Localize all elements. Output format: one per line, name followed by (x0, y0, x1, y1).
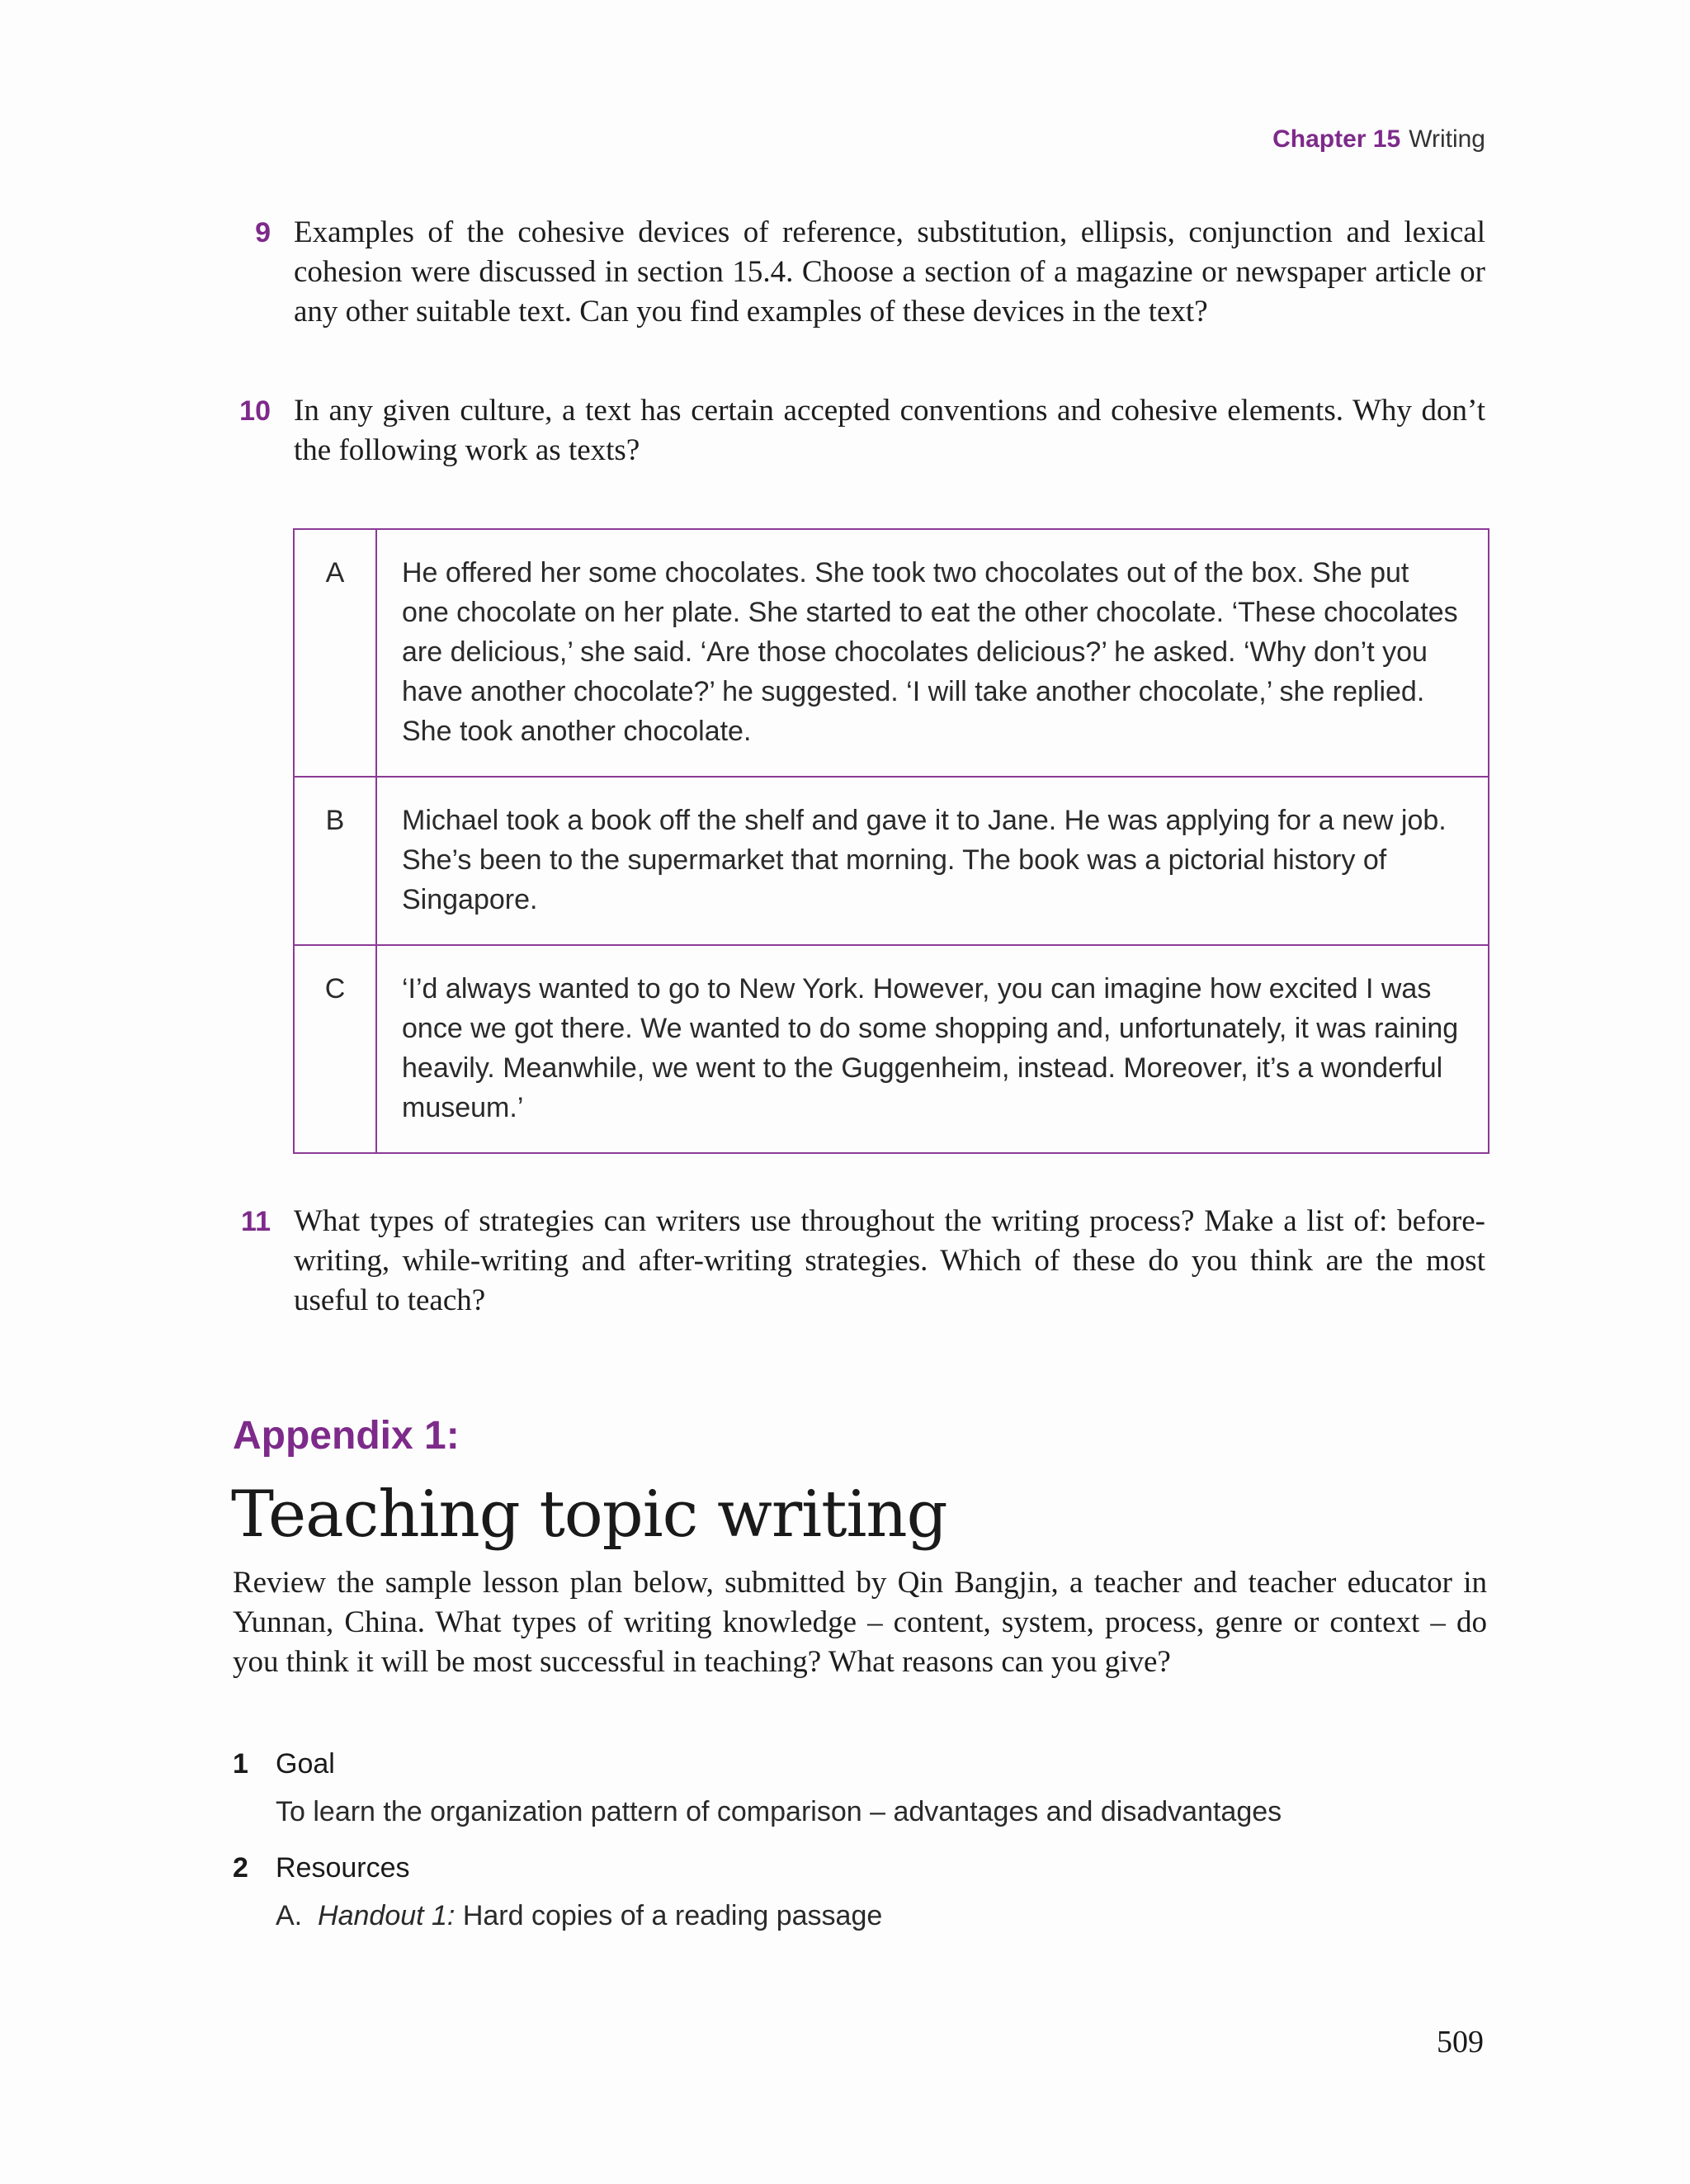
section-heading: Goal (276, 1748, 335, 1780)
section-number: 1 (233, 1748, 248, 1780)
example-row-a (294, 529, 1489, 777)
example-row-c (294, 945, 1489, 1153)
question-number: 9 (255, 217, 271, 248)
question-10 (233, 391, 1485, 470)
question-11 (233, 1202, 1485, 1321)
question-text: In any given culture, a text has certain accepted conventions and cohesive elements. Why don’t the following work as texts? (294, 394, 1485, 467)
chapter-number: Chapter 15 (1272, 125, 1401, 153)
resource-item (276, 1900, 882, 1932)
question-text: Examples of the cohesive devices of reference, substitution, ellipsis, conjunction and lexical cohesion were discussed in section 15.4. Choose a section of a magazine or newspaper article or any other suitable text. Can you find examples of these devices in the text? (294, 215, 1485, 329)
section-number: 2 (233, 1852, 248, 1884)
resource-item-title: Handout 1: (318, 1900, 456, 1931)
running-head (1272, 125, 1485, 154)
resource-item-prefix: A. (276, 1900, 303, 1931)
question-number: 11 (241, 1206, 271, 1237)
example-row-b (294, 777, 1489, 945)
page-number: 509 (1437, 2025, 1484, 2059)
question-number: 10 (239, 395, 271, 427)
section-heading: Resources (276, 1852, 410, 1884)
appendix-title: Teaching topic writing (231, 1477, 947, 1552)
section-resources-heading (233, 1852, 410, 1884)
example-text: Michael took a book off the shelf and gave it to Jane. He was applying for a new job. She’s been to the supermarket that morning. The book was a pictorial history of Singapore. (376, 777, 1489, 945)
example-text: He offered her some chocolates. She took two chocolates out of the box. She put one chocolate on her plate. She started to eat the other chocolate. ‘These chocolates are delicious,’ she said. ‘Are those chocolates delicious?’ he asked. ‘Why don’t you have another chocolate?’ he suggested. ‘I will take another chocolate,’ she replied. She took another chocolate. (376, 529, 1489, 777)
example-label: B (294, 777, 376, 945)
chapter-title: Writing (1409, 125, 1485, 153)
appendix-label: Appendix 1: (233, 1414, 460, 1458)
question-text: What types of strategies can writers use throughout the writing process? Make a list of: before-writing, while-writing and after-writing strategies. Which of these do you think are the most useful to teach? (294, 1204, 1485, 1317)
resource-item-text: Hard copies of a reading passage (462, 1900, 883, 1931)
question-9 (233, 213, 1485, 332)
appendix-intro: Review the sample lesson plan below, submitted by Qin Bangjin, a teacher and teacher educator in Yunnan, China. What types of writing knowledge – content, system, process, genre or context – do you think it will be most successful in teaching? What reasons can you give? (233, 1566, 1487, 1679)
example-label: C (294, 945, 376, 1153)
section-goal-body: To learn the organization pattern of comparison – advantages and disadvantages (276, 1796, 1282, 1827)
example-label: A (294, 529, 376, 777)
section-goal-heading (233, 1748, 335, 1780)
example-texts-table (293, 528, 1489, 1154)
example-text: ‘I’d always wanted to go to New York. However, you can imagine how excited I was once we got there. We wanted to do some shopping and, unfortunately, it was raining heavily. Meanwhile, we went to the Guggenheim, instead. Moreover, it’s a wonderful museum.’ (376, 945, 1489, 1153)
